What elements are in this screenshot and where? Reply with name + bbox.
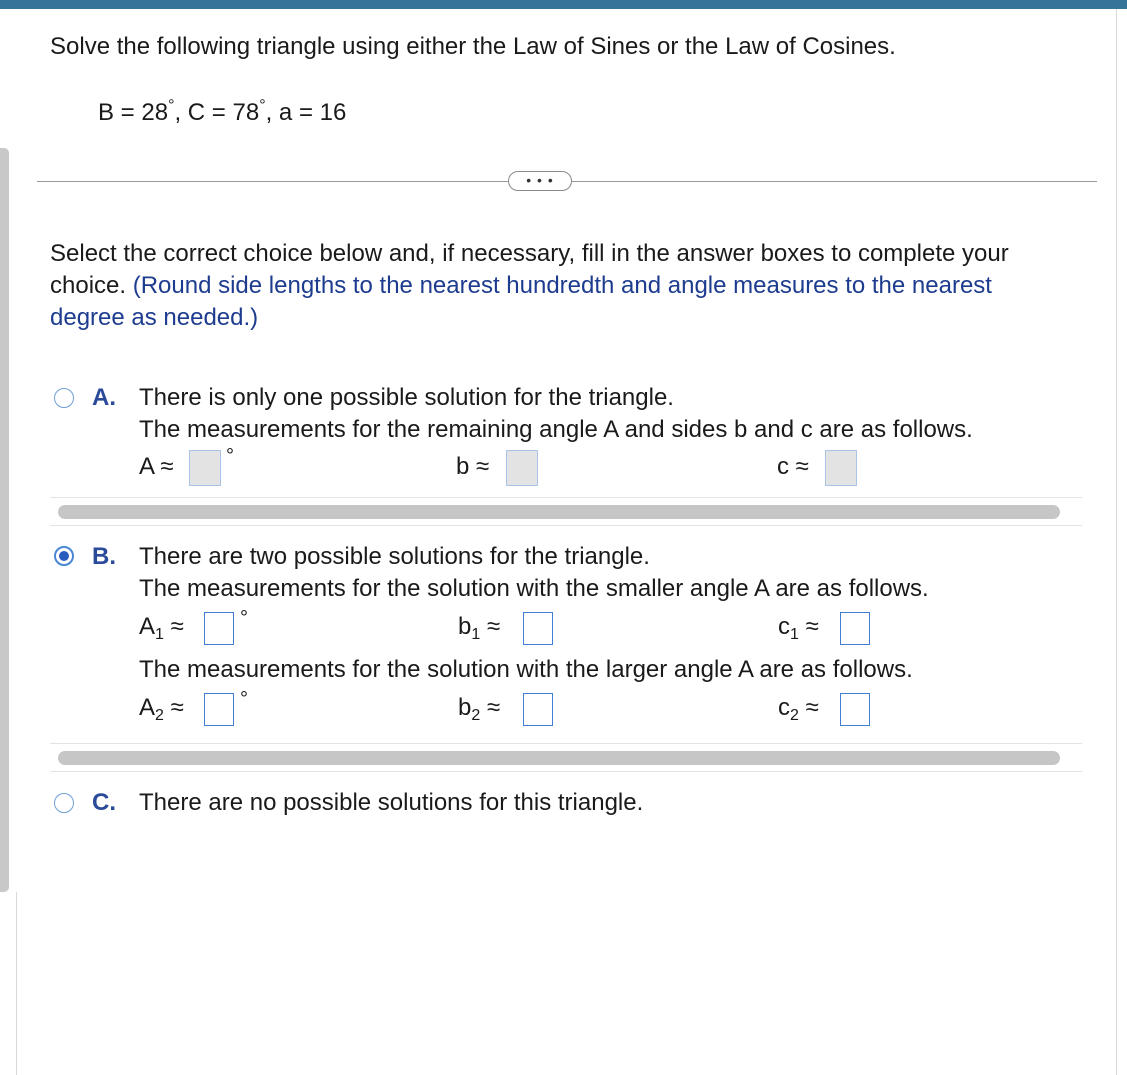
option-b-letter: B. <box>92 543 116 570</box>
separator-line <box>50 771 1082 772</box>
option-a-side-b-input[interactable] <box>506 450 538 486</box>
option-b-line1: There are two possible solutions for the triangle. <box>139 543 650 570</box>
separator-bar <box>58 505 1060 519</box>
separator-bar <box>58 751 1060 765</box>
option-b-line2: The measurements for the solution with the smaller angle A are as follows. <box>139 575 929 602</box>
option-b-angle-a1-label: $A_1$ ≈ <box>139 613 184 643</box>
option-a-letter: A. <box>92 384 116 411</box>
option-a-side-b-label: b ≈ <box>456 453 490 480</box>
option-b-degree-symbol: ° <box>240 688 248 710</box>
option-c-radio[interactable] <box>54 793 74 813</box>
option-b-side-c2-input[interactable] <box>840 693 870 726</box>
rounding-hint: (Round side lengths to the nearest hundredth and angle measures to the nearest degree as needed.) <box>50 272 992 331</box>
option-a-angle-input[interactable] <box>189 450 221 486</box>
separator-line <box>50 497 1082 498</box>
option-a-line1: There is only one possible solution for the triangle. <box>139 384 674 411</box>
instructions <box>50 238 1060 334</box>
option-c-letter: C. <box>92 789 116 816</box>
option-b-side-c2-label: $c_2$ ≈ <box>778 694 819 724</box>
separator-line <box>50 525 1082 526</box>
option-a-side-c-label: c ≈ <box>777 453 809 480</box>
option-b-angle-a2-input[interactable] <box>204 693 234 726</box>
option-b-radio[interactable] <box>54 546 74 566</box>
question-text: Solve the following triangle using either the Law of Sines or the Law of Cosines. <box>50 33 896 60</box>
left-scroll-rail[interactable] <box>0 148 9 892</box>
option-b-line3: The measurements for the solution with the larger angle A are as follows. <box>139 656 913 683</box>
option-a-degree-symbol: ° <box>226 445 234 467</box>
option-a-side-c-input[interactable] <box>825 450 857 486</box>
option-b-angle-a1-input[interactable] <box>204 612 234 645</box>
option-b-side-b1-label: $b_1$ ≈ <box>458 613 501 643</box>
right-edge-line <box>1116 9 1117 1075</box>
left-edge-line <box>16 892 17 1075</box>
option-b-side-c1-input[interactable] <box>840 612 870 645</box>
option-b-degree-symbol: ° <box>240 607 248 629</box>
option-b-angle-a2-label: $A_2$ ≈ <box>139 694 184 724</box>
option-c-line1: There are no possible solutions for this triangle. <box>139 789 644 816</box>
option-a-line2: The measurements for the remaining angle A and sides b and c are as follows. <box>139 416 973 443</box>
separator-line <box>50 743 1082 744</box>
option-b-side-c1-label: $c_1$ ≈ <box>778 613 819 643</box>
option-a-radio[interactable] <box>54 388 74 408</box>
option-b-side-b2-label: $b_2$ ≈ <box>458 694 501 724</box>
instructions-text: Select the correct choice below and, if necessary, fill in the answer boxes to complete your choice. <box>50 240 1009 299</box>
more-button[interactable]: • • • <box>508 171 572 191</box>
top-bar <box>0 0 1127 9</box>
given-values: B = 28°, C = 78°, a = 16 <box>98 97 347 126</box>
option-b-side-b2-input[interactable] <box>523 693 553 726</box>
option-a-angle-label: A ≈ <box>139 453 174 480</box>
option-b-side-b1-input[interactable] <box>523 612 553 645</box>
